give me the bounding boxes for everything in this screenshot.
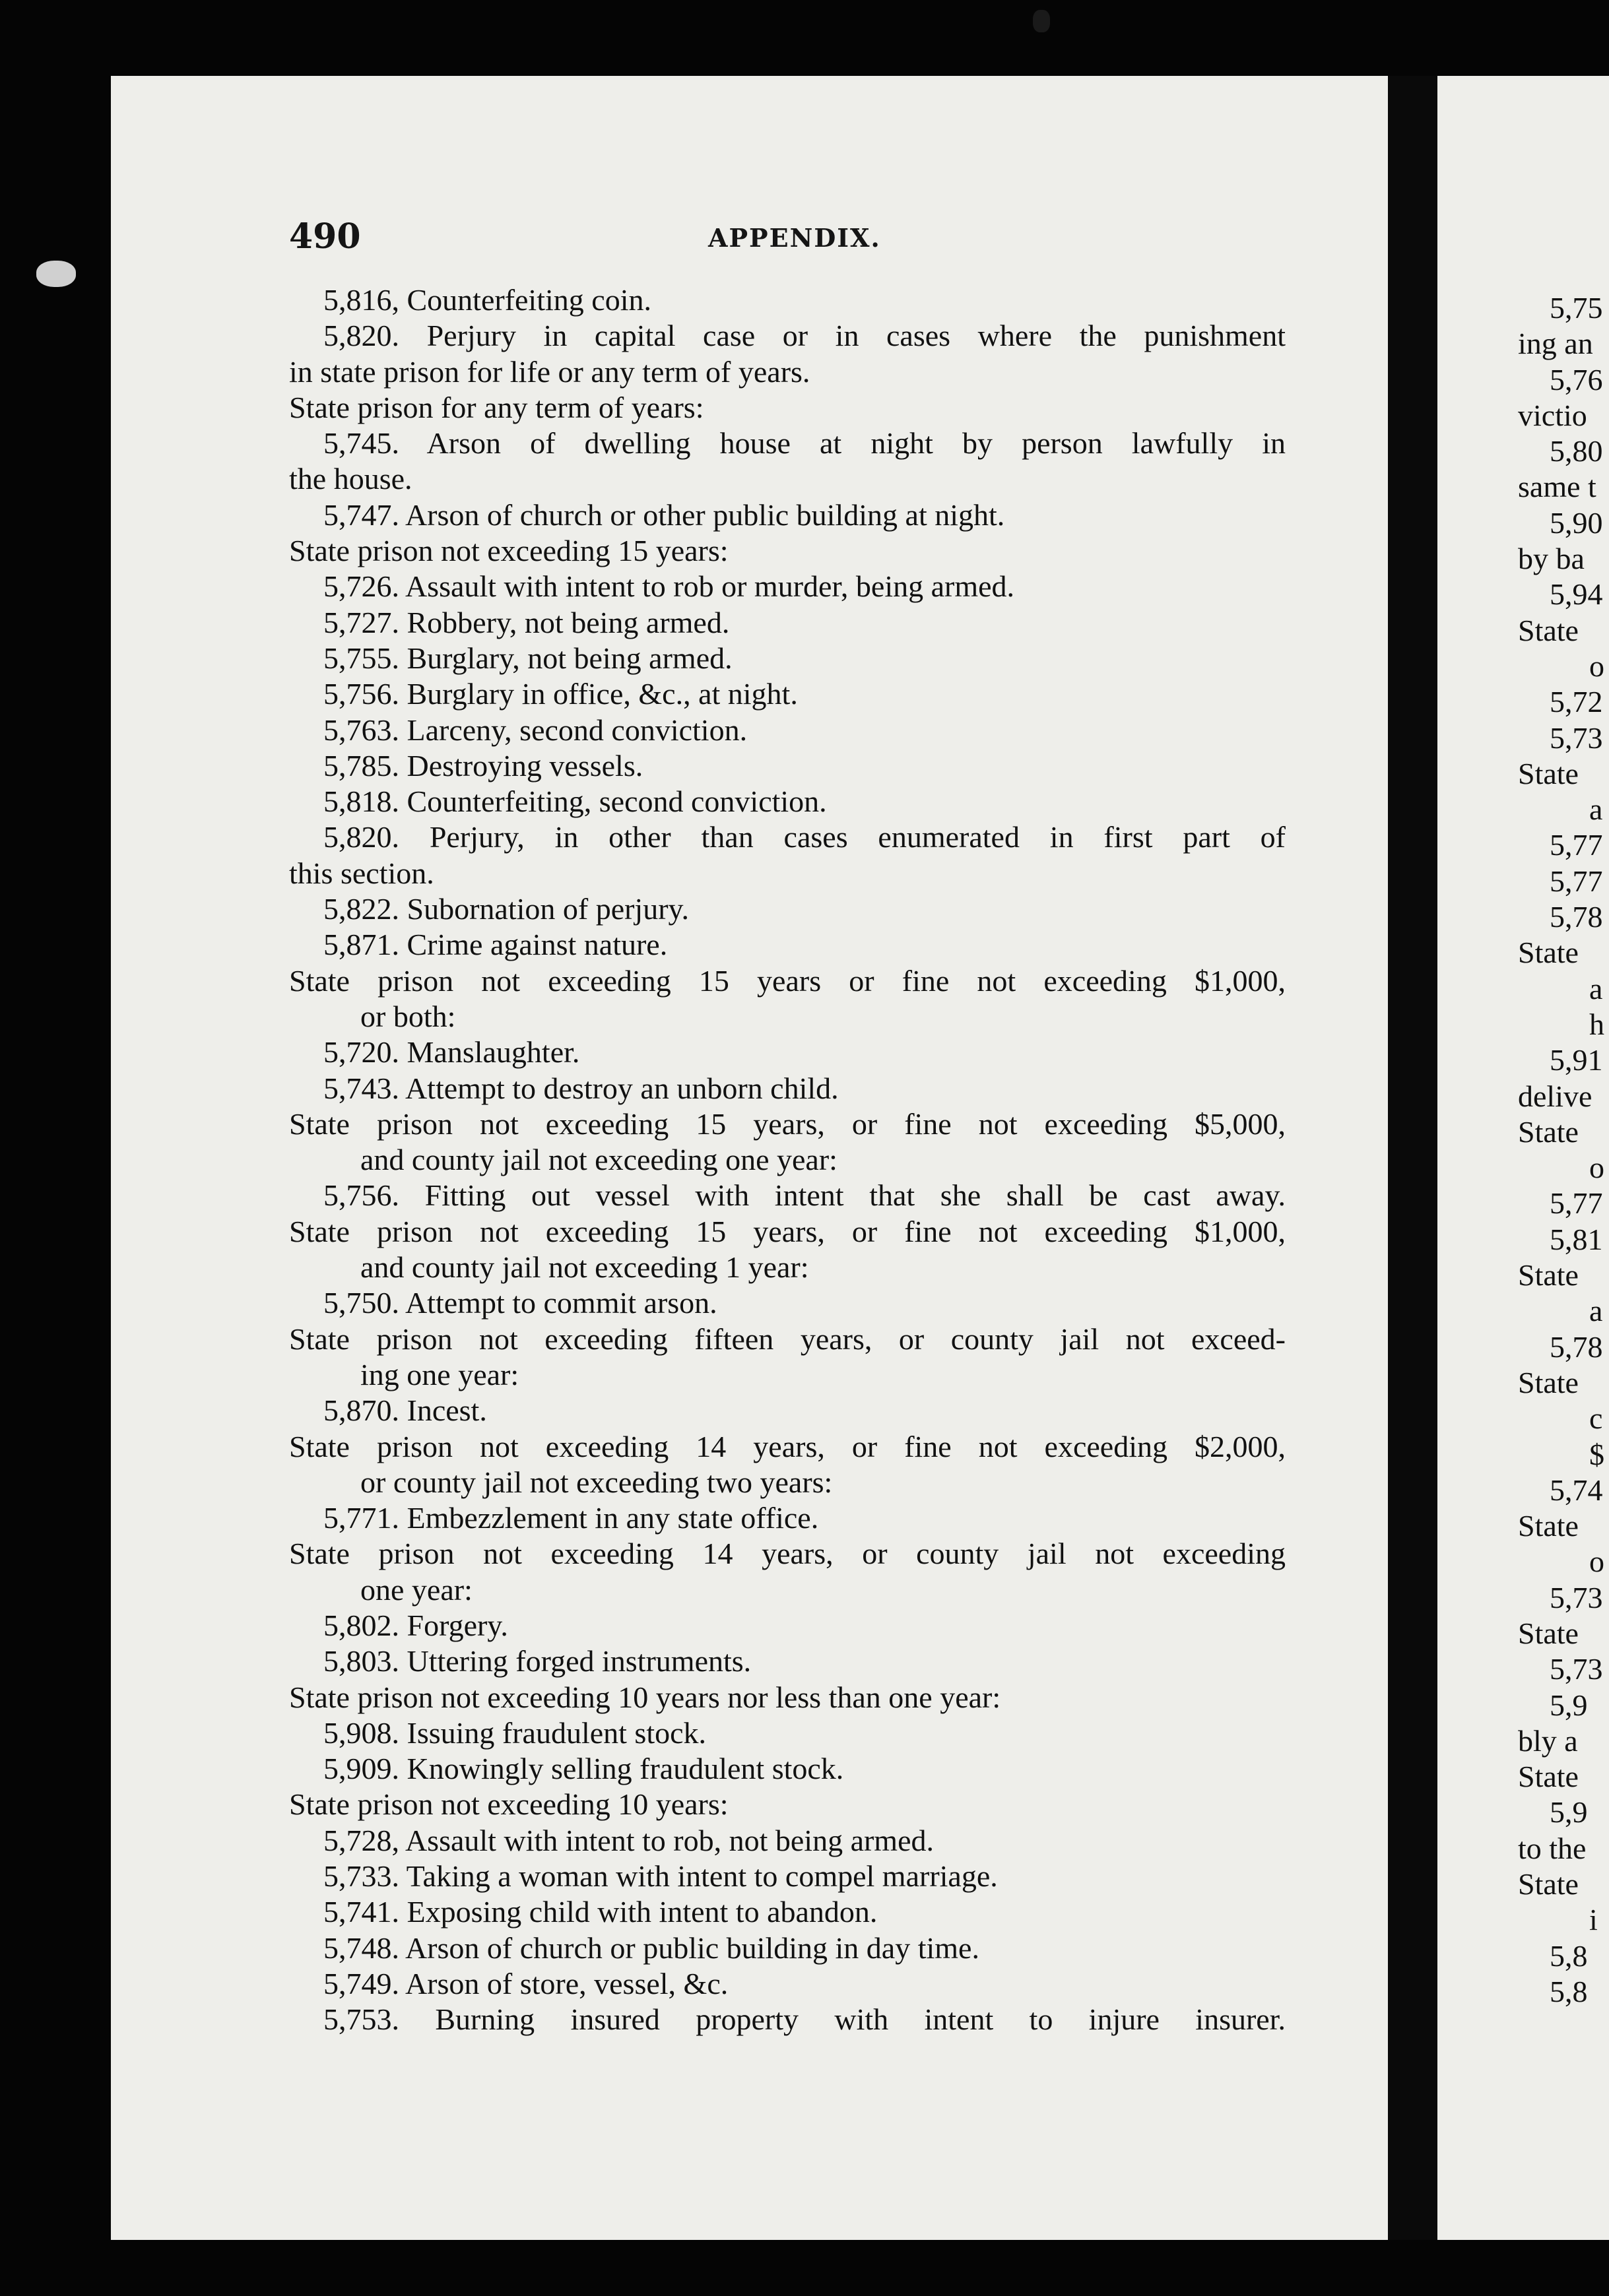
text-line: or both: <box>360 999 456 1033</box>
text-line: one year: <box>360 1572 473 1607</box>
right-page-line-fragment: delive <box>1518 1079 1593 1113</box>
text-line: 5,720. Manslaughter. <box>323 1035 580 1069</box>
right-page-line-fragment: 5,77 <box>1550 1186 1603 1221</box>
text-line: in state prison for life or any term of years. <box>289 354 810 389</box>
text-line: 5,741. Exposing child with intent to abandon. <box>323 1895 878 1929</box>
text-line: 5,803. Uttering forged instruments. <box>323 1644 752 1678</box>
right-page-line-fragment: same t <box>1518 470 1596 504</box>
text-line: 5,871. Crime against nature. <box>323 928 668 962</box>
text-line: 5,753. Burning insured property with intent to injure insurer. <box>323 2002 1286 2037</box>
right-page-line-fragment: a <box>1589 792 1603 827</box>
text-line: 5,733. Taking a woman with intent to compel marriage. <box>323 1859 998 1894</box>
text-line: 5,816, Counterfeiting coin. <box>323 283 651 317</box>
text-line: 5,820. Perjury in capital case or in cases where the punishment <box>323 319 1286 353</box>
text-line: 5,726. Assault with intent to rob or murder, being armed. <box>323 569 1015 604</box>
text-line: State prison not exceeding 15 years: <box>289 534 729 568</box>
text-line: State prison not exceeding fifteen years, or county jail not exceed- <box>289 1322 1286 1356</box>
text-line: ing one year: <box>360 1357 519 1391</box>
text-line: State prison not exceeding 10 years nor less than one year: <box>289 1680 1001 1714</box>
right-page-line-fragment: 5,81 <box>1550 1222 1603 1256</box>
right-page-line-fragment: bly a <box>1518 1723 1578 1758</box>
book-gutter <box>1388 76 1437 2240</box>
right-page-line-fragment: State <box>1518 1365 1579 1399</box>
right-page-line-fragment: 5,8 <box>1550 1974 1588 2008</box>
right-page-line-fragment: 5,77 <box>1550 828 1603 862</box>
right-page-line-fragment: State <box>1518 1258 1579 1292</box>
text-line: State prison not exceeding 15 years or fine not exceeding $1,000, <box>289 963 1286 998</box>
text-line: 5,818. Counterfeiting, second conviction. <box>323 784 827 819</box>
page-header <box>289 216 1286 256</box>
right-page-line-fragment: 5,9 <box>1550 1688 1588 1722</box>
text-line: State prison not exceeding 15 years, or fine not exceeding $5,000, <box>289 1106 1286 1141</box>
text-line: and county jail not exceeding one year: <box>360 1143 837 1177</box>
text-line: 5,763. Larceny, second conviction. <box>323 713 748 747</box>
text-line: 5,785. Destroying vessels. <box>323 748 643 782</box>
dust-speck <box>36 261 76 287</box>
right-page-line-fragment: 5,72 <box>1550 685 1603 719</box>
text-line: State prison not exceeding 14 years, or fine not exceeding $2,000, <box>289 1429 1286 1463</box>
text-line: State prison not exceeding 15 years, or fine not exceeding $1,000, <box>289 1214 1286 1248</box>
right-page-line-fragment: o <box>1589 1151 1604 1185</box>
right-page-text <box>1518 290 1609 2010</box>
text-line: 5,747. Arson of church or other public building at night. <box>323 497 1005 532</box>
right-page-line-fragment: a <box>1589 971 1603 1005</box>
right-page-line-fragment: 5,76 <box>1550 362 1603 397</box>
right-page-line-fragment: 5,78 <box>1550 1329 1603 1364</box>
right-page-line-fragment: h <box>1589 1007 1604 1041</box>
right-page-line-fragment: State <box>1518 1867 1579 1901</box>
right-page-line-fragment: $ <box>1589 1437 1604 1471</box>
right-page-line-fragment: State <box>1518 1509 1579 1543</box>
text-line: 5,909. Knowingly selling fraudulent stock. <box>323 1752 844 1786</box>
right-page-line-fragment: o <box>1589 649 1604 683</box>
text-line: State prison for any term of years: <box>289 390 704 424</box>
right-page-line-fragment: 5,94 <box>1550 577 1603 612</box>
text-line: 5,748. Arson of church or public building in day time. <box>323 1930 979 1965</box>
running-head: APPENDIX. <box>708 223 881 253</box>
text-line: State prison not exceeding 10 years: <box>289 1787 729 1822</box>
text-line: State prison not exceeding 14 years, or county jail not exceeding <box>289 1537 1286 1571</box>
right-page-line-fragment: 5,90 <box>1550 505 1603 540</box>
right-page-line-fragment: State <box>1518 756 1579 790</box>
right-page-line-fragment: 5,73 <box>1550 1652 1603 1686</box>
text-line: and county jail not exceeding 1 year: <box>360 1250 809 1285</box>
text-line: 5,745. Arson of dwelling house at night by person lawfully in <box>323 426 1286 461</box>
right-page-line-fragment: 5,74 <box>1550 1473 1603 1507</box>
right-page-line-fragment: o <box>1589 1545 1604 1579</box>
text-line: 5,822. Subornation of perjury. <box>323 892 690 926</box>
right-page-line-fragment: State <box>1518 613 1579 647</box>
text-line: 5,771. Embezzlement in any state office. <box>323 1501 819 1535</box>
right-page-line-fragment: 5,73 <box>1550 1580 1603 1614</box>
body-text <box>289 282 1286 2038</box>
right-page-line-fragment: victio <box>1518 398 1587 432</box>
dust-speck <box>1033 10 1050 32</box>
right-page-line-fragment: 5,80 <box>1550 434 1603 468</box>
text-line: 5,749. Arson of store, vessel, &c. <box>323 1966 729 2000</box>
text-line: or county jail not exceeding two years: <box>360 1465 833 1499</box>
text-line: 5,802. Forgery. <box>323 1608 508 1642</box>
text-line: 5,755. Burglary, not being armed. <box>323 641 733 675</box>
right-page-line-fragment: 5,8 <box>1550 1938 1588 1973</box>
right-page-line-fragment: State <box>1518 1616 1579 1650</box>
text-line: this section. <box>289 856 434 890</box>
text-line: 5,756. Fitting out vessel with intent that she shall be cast away. <box>323 1178 1286 1213</box>
right-page-line-fragment: to the <box>1518 1831 1587 1865</box>
text-line: the house. <box>289 462 412 496</box>
right-page-line-fragment: State <box>1518 936 1579 970</box>
page-number: 490 <box>289 216 361 257</box>
right-page-line-fragment: 5,78 <box>1550 900 1603 934</box>
text-line: 5,750. Attempt to commit arson. <box>323 1286 717 1320</box>
right-page-line-fragment: ing an <box>1518 327 1593 361</box>
text-line: 5,728, Assault with intent to rob, not being armed. <box>323 1823 935 1857</box>
right-page-line-fragment: State <box>1518 1760 1579 1794</box>
right-page-line-fragment: State <box>1518 1114 1579 1149</box>
text-line: 5,870. Incest. <box>323 1393 487 1428</box>
right-page-line-fragment: 5,73 <box>1550 720 1603 755</box>
text-line: 5,756. Burglary in office, &c., at night. <box>323 677 798 711</box>
text-line: 5,820. Perjury, in other than cases enumerated in first part of <box>323 820 1286 854</box>
text-line: 5,908. Issuing fraudulent stock. <box>323 1715 707 1750</box>
right-page-line-fragment: 5,75 <box>1550 291 1603 325</box>
right-page-line-fragment: c <box>1589 1401 1603 1436</box>
right-page-line-fragment: 5,77 <box>1550 864 1603 898</box>
right-page-line-fragment: by ba <box>1518 542 1585 576</box>
right-page-line-fragment: 5,91 <box>1550 1043 1603 1077</box>
text-line: 5,743. Attempt to destroy an unborn child. <box>323 1071 839 1105</box>
right-page-line-fragment: a <box>1589 1294 1603 1328</box>
right-page-line-fragment: 5,9 <box>1550 1795 1588 1830</box>
text-line: 5,727. Robbery, not being armed. <box>323 605 730 639</box>
right-page-line-fragment: i <box>1589 1903 1598 1937</box>
